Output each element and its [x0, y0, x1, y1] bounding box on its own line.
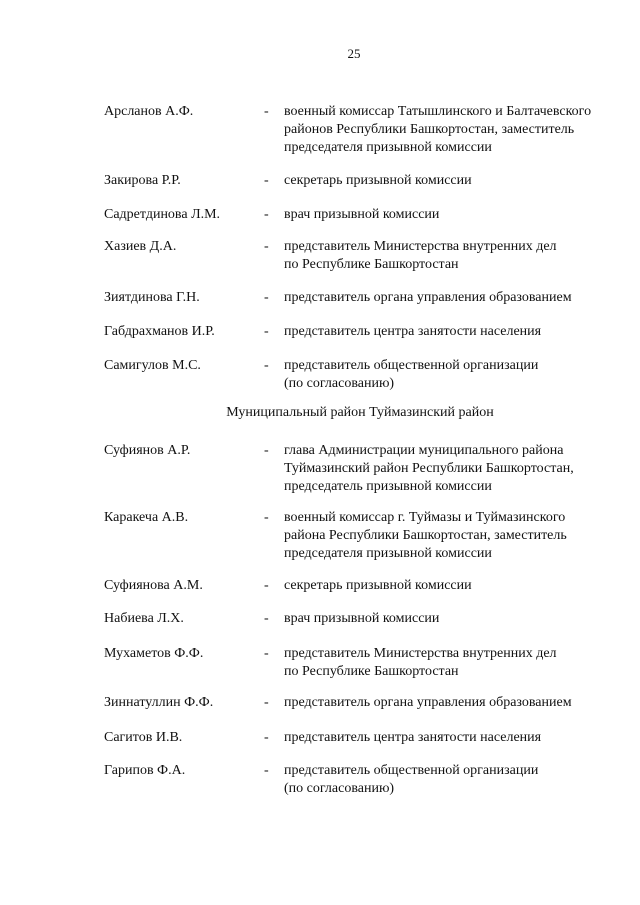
- member-dash: -: [264, 104, 269, 119]
- member-name: Самигулов М.С.: [104, 358, 201, 373]
- role-line: глава Администрации муниципального района: [284, 443, 564, 458]
- member-dash: -: [264, 324, 269, 339]
- section-heading: Муниципальный район Туймазинский район: [226, 405, 494, 420]
- member-role: [284, 357, 624, 393]
- member-name: Гарипов Ф.А.: [104, 763, 186, 778]
- role-line: представитель Министерства внутренних дел: [284, 646, 557, 661]
- role-line: по Республике Башкортостан: [284, 664, 459, 679]
- role-line: представитель общественной организации: [284, 358, 539, 373]
- member-name: Суфиянов А.Р.: [104, 443, 191, 458]
- role-line: представитель Министерства внутренних дел: [284, 239, 557, 254]
- member-dash: -: [264, 763, 269, 778]
- role-line: Туймазинский район Республики Башкортостан,: [284, 461, 574, 476]
- member-name: Арсланов А.Ф.: [104, 104, 194, 119]
- role-line: по Республике Башкортостан: [284, 257, 459, 272]
- role-line: представитель органа управления образованием: [284, 695, 572, 710]
- member-name: Хазиев Д.А.: [104, 239, 177, 254]
- member-dash: -: [264, 290, 269, 305]
- member-name: Набиева Л.Х.: [104, 611, 184, 626]
- role-line: секретарь призывной комиссии: [284, 173, 472, 188]
- member-dash: -: [264, 510, 269, 525]
- role-line: секретарь призывной комиссии: [284, 578, 472, 593]
- member-role: [284, 694, 624, 712]
- member-dash: -: [264, 578, 269, 593]
- member-role: [284, 577, 624, 595]
- member-name: Габдрахманов И.Р.: [104, 324, 215, 339]
- member-role: [284, 238, 624, 274]
- role-line: председателя призывной комиссии: [284, 140, 492, 155]
- member-name: Суфиянова А.М.: [104, 578, 203, 593]
- role-line: представитель центра занятости населения: [284, 324, 542, 339]
- member-dash: -: [264, 611, 269, 626]
- member-role: [284, 323, 624, 341]
- member-dash: -: [264, 173, 269, 188]
- member-role: [284, 729, 624, 747]
- role-line: (по согласованию): [284, 781, 395, 796]
- member-role: [284, 442, 624, 496]
- role-line: районов Республики Башкортостан, заместитель: [284, 122, 575, 137]
- role-line: председателя призывной комиссии: [284, 546, 492, 561]
- role-line: представитель общественной организации: [284, 763, 539, 778]
- member-dash: -: [264, 239, 269, 254]
- role-line: представитель органа управления образованием: [284, 290, 572, 305]
- member-name: Мухаметов Ф.Ф.: [104, 646, 204, 661]
- member-name: Закирова Р.Р.: [104, 173, 181, 188]
- member-name: Садретдинова Л.М.: [104, 207, 221, 222]
- member-role: [284, 289, 624, 307]
- member-dash: -: [264, 358, 269, 373]
- member-name: Сагитов И.В.: [104, 730, 183, 745]
- role-line: врач призывной комиссии: [284, 611, 440, 626]
- member-dash: -: [264, 207, 269, 222]
- role-line: (по согласованию): [284, 376, 395, 391]
- role-line: представитель центра занятости населения: [284, 730, 542, 745]
- member-name: Зиннатуллин Ф.Ф.: [104, 695, 214, 710]
- role-line: врач призывной комиссии: [284, 207, 440, 222]
- member-name: Зиятдинова Г.Н.: [104, 290, 200, 305]
- member-dash: -: [264, 695, 269, 710]
- member-role: [284, 103, 624, 157]
- role-line: военный комиссар г. Туймазы и Туймазинского: [284, 510, 566, 525]
- member-role: [284, 645, 624, 681]
- role-line: председатель призывной комиссии: [284, 479, 492, 494]
- member-name: Каракеча А.В.: [104, 510, 189, 525]
- member-role: [284, 206, 624, 224]
- member-dash: -: [264, 730, 269, 745]
- role-line: района Республики Башкортостан, заместитель: [284, 528, 567, 543]
- member-role: [284, 610, 624, 628]
- member-role: [284, 172, 624, 190]
- member-dash: -: [264, 646, 269, 661]
- role-line: военный комиссар Татышлинского и Балтачевского: [284, 104, 592, 119]
- member-dash: -: [264, 443, 269, 458]
- member-role: [284, 762, 624, 798]
- member-role: [284, 509, 624, 563]
- page-number: 25: [347, 46, 361, 61]
